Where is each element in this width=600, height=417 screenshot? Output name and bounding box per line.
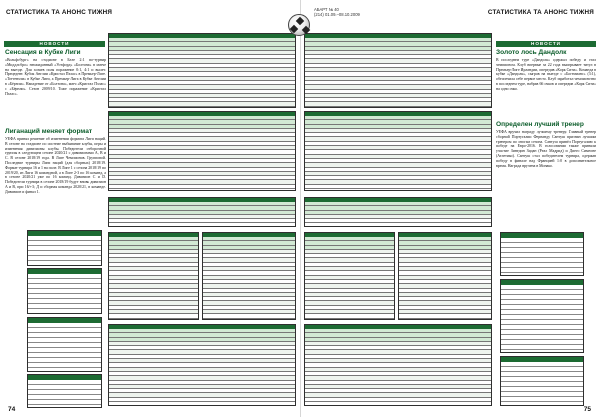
- league-table-10: [304, 324, 492, 406]
- left-story2-text: УЕФА принял решение об изменении формата Лиги наций. В сезоне на стадионе по системе выбывание клубы, игры и изменения дивизионы клубы. Победители отборочной группы в следующем сезоне 2020/21 с дивизионами A, B и C. В сезоне 2018/19 года. В Лиге Чемпионов. Групповой. Последние турниры Лиги наций (для сборных) 2018/19. Формат турнира 16 и 1 на поле. В Лиге 1 с сезона 2018/19 по 2019/20, из Лиги 16 командной, а в Лиге 2-3 по 16 команд, а в сезоне 2020/21 уже по 16 команд. Дивизион С и D. Победители турнира в сезоне 2018/19 будут вновь дивизион A и B, при 16/+3; Д и сборная команда 2020/21, в команде. Дивизион и финал 1.: [5, 137, 106, 194]
- table-row: [203, 314, 295, 318]
- right-running-head: СТАТИСТИКА ТА АНОНС ТИЖНЯ: [487, 9, 594, 16]
- right-story1-text: В последнем туре «Дандолк» одержал победу и стал чемпионом. Клуб впервые за 22 года выигрывает титул в Премьер-Лиге Ирландии, опередив «Корк Сити». Команда в кубке «Дандолк», сыграв на выезде с «Богемианс» (3:1), обеспечила себе первое место. Клуб заработал чемпионство в последнем туре, набрав 66 очков и опередив «Корк Сити» на одно очко.: [496, 58, 596, 91]
- results-box-7: [500, 356, 584, 406]
- league-table-5: [108, 324, 296, 406]
- league-table-6: [304, 33, 492, 108]
- left-story1-text: «Вольфсбург» на стадионе в Беле 2:1 по-турнир «Миддлсбро» неожиданный «Уотфорд» «Болтона» в матче на выезде. Для хозяев поля поражение 0:1, 4:1 и вылет. Прецедент. Кубок Англии «Кристал Пэлас» в Премьер-Лиге. «Тоттенхэм» в Кубке Лиги, а Премьер-Лига в Кубке Англии в «Бёрнли». Нападение от «Болтона», матч «Кристал Пэлас» с «Бёрнли». Сезон 2009/10. Тоже поражение «Кристал Пэлас».: [5, 58, 106, 96]
- football-icon: [288, 14, 310, 36]
- table-row: [305, 185, 491, 189]
- results-box-6: [500, 279, 584, 353]
- issue-info: [314, 7, 360, 17]
- league-table-1: [108, 33, 296, 108]
- box-row: [501, 268, 583, 273]
- table-row: [305, 398, 491, 402]
- league-table-9: [398, 232, 492, 320]
- right-page-number: 75: [583, 406, 591, 413]
- issue-line-1: АБАРТ № 40: [314, 7, 339, 12]
- table-row: [109, 314, 198, 318]
- right-story2-text: УЕФА вручил награду лучшему тренеру. Главный тренер сборной Португалии Фернанду Сантуш признан лучшим тренером по итогам сезона. Сантуш привёл Португалию к победе на Евро-2016. В голосовании также приняли участие Зинедин Зидан (Реал Мадрид) и Диего Симеоне (Атлетико). Сантуш стал победителем турнира, одержав победу в финале над Францией 1:0 в дополнительное время. Награда вручена в Монако.: [496, 130, 596, 168]
- right-story1-title: Золото лось Дандолк: [496, 49, 567, 56]
- box-row: [501, 345, 583, 350]
- box-row: [28, 256, 101, 261]
- left-news-bar: НОВОСТИ: [4, 41, 105, 47]
- results-box-2: [27, 268, 102, 314]
- league-table-8: [304, 232, 395, 320]
- right-news-bar: НОВОСТИ: [496, 41, 596, 47]
- box-row: [28, 363, 101, 368]
- table-row: [305, 102, 491, 106]
- box-row: [501, 397, 583, 402]
- right-story2-title: Определен лучший тренер: [496, 121, 584, 128]
- results-box-4: [27, 374, 102, 408]
- box-row: [28, 304, 101, 309]
- left-page-number: 74: [8, 406, 16, 413]
- league-table-3: [108, 232, 199, 320]
- league-table-7: [304, 111, 492, 191]
- league-table-2: [108, 111, 296, 191]
- left-running-head: СТАТИСТИКА ТА АНОНС ТИЖНЯ: [6, 9, 113, 16]
- table-row: [109, 102, 295, 106]
- table-row: [109, 398, 295, 402]
- right-page: [300, 0, 600, 417]
- league-table-4: [202, 232, 296, 320]
- left-story2-title: Лиганаций меняет формат: [5, 128, 93, 135]
- results-box-3: [27, 317, 102, 372]
- table-row: [109, 219, 295, 223]
- box-row: [28, 400, 101, 405]
- table-row: [305, 314, 394, 318]
- table-row: [399, 314, 491, 318]
- table-row: [305, 219, 491, 223]
- results-table-1: [108, 197, 296, 227]
- table-row: [109, 185, 295, 189]
- results-table-2: [304, 197, 492, 227]
- results-box-1: [27, 230, 102, 266]
- issue-line-2: (214) 01.09.–08.10.2009: [314, 12, 360, 17]
- left-story1-title: Сенсация в Кубке Лиги: [5, 49, 81, 56]
- results-box-5: [500, 232, 584, 276]
